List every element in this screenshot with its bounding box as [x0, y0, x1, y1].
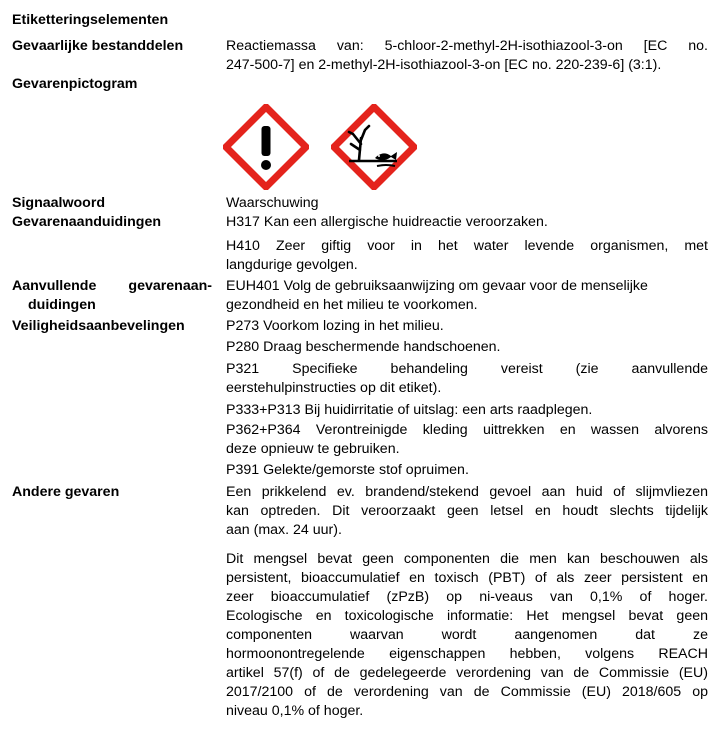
text-line: H410 Zeer giftig voor in het water levende organismen, met — [226, 238, 708, 254]
text-line: kan optreden. Dit veroorzaakt geen letsel en houdt slechts tijdelijk — [226, 503, 708, 519]
value-p362-p364 — [226, 421, 708, 459]
text-line: artikel 57(f) of de gedelegeerde verordening van de Commissie (EU) — [226, 665, 708, 681]
label-gevarenpictogram: Gevarenpictogram — [12, 76, 138, 92]
text-line: Reactiemassa van: 5-chloor-2-methyl-2H-isothiazool-3-on [EC no. — [226, 38, 708, 54]
label-aanvullende-gevarenaanduidingen — [12, 277, 212, 315]
value-p321 — [226, 360, 708, 398]
text-line: 247-500-7] en 2-methyl-2H-isothiazool-3-on [EC no. 220-239-6] (3:1). — [226, 57, 662, 73]
text-line: Dit mengsel bevat geen componenten die men kan beschouwen als — [226, 551, 708, 567]
section-heading: Etiketteringselementen — [12, 12, 169, 28]
value-p333-p313: P333+P313 Bij huidirritatie of uitslag: een arts raadplegen. — [226, 402, 593, 418]
label-veiligheidsaanbevelingen: Veiligheidsaanbevelingen — [12, 318, 185, 334]
value-euh401 — [226, 277, 708, 315]
value-p273: P273 Voorkom lozing in het milieu. — [226, 318, 444, 334]
text-line: 2017/2100 of de verordening van de Commissie (EU) 2018/605 op — [226, 684, 708, 700]
text-line: eerstehulpinstructies op dit etiket). — [226, 380, 442, 396]
exclamation-mark-icon — [223, 104, 309, 190]
value-h317: H317 Kan een allergische huidreactie veroorzaken. — [226, 214, 548, 230]
label-signaalwoord: Signaalwoord — [12, 195, 106, 211]
value-andere-gevaren-para2 — [226, 550, 708, 721]
environment-icon — [331, 104, 417, 190]
label-line: Aanvullende gevarenaan- — [12, 278, 212, 294]
text-line: persistent, bioaccumulatief en toxisch (PBT) of als zeer persistent en — [226, 570, 708, 586]
label-gevarenaanduidingen: Gevarenaanduidingen — [12, 214, 162, 230]
text-line: P362+P364 Verontreinigde kleding uittrekken en wassen alvorens — [226, 422, 708, 438]
label-gevaarlijke-bestanddelen: Gevaarlijke bestanddelen — [12, 38, 184, 54]
text-line: componenten waarvan wordt aangenomen dat ze — [226, 627, 708, 643]
text-line: deze opnieuw te gebruiken. — [226, 441, 400, 457]
value-p391: P391 Gelekte/gemorste stof opruimen. — [226, 462, 469, 478]
label-andere-gevaren: Andere gevaren — [12, 484, 120, 500]
label-line: duidingen — [28, 297, 96, 313]
text-line: langdurige gevolgen. — [226, 257, 358, 273]
text-line: EUH401 Volg de gebruiksaanwijzing om gevaar voor de menselijke — [226, 278, 648, 294]
text-line: aan (max. 24 uur). — [226, 522, 342, 538]
text-line: Ecologische en toxicologische informatie: Het mengsel bevat geen — [226, 608, 708, 624]
text-line: gezondheid en het milieu te voorkomen. — [226, 297, 478, 313]
value-signaalwoord: Waarschuwing — [226, 195, 319, 211]
text-line: hormoonontregelende eigenschappen hebben, volgens REACH — [226, 646, 708, 662]
value-h410 — [226, 237, 708, 275]
text-line: niveau 0,1% of hoger. — [226, 703, 364, 719]
value-andere-gevaren-para1 — [226, 483, 708, 540]
text-line: P321 Specifieke behandeling vereist (zie aanvullende — [226, 361, 708, 377]
text-line: Een prikkelend ev. brandend/stekend gevoel aan huid of slijmvliezen — [226, 484, 708, 500]
value-gevaarlijke-bestanddelen — [226, 37, 708, 75]
value-p280: P280 Draag beschermende handschoenen. — [226, 339, 501, 355]
text-line: zeer bioaccumulatief (zPzB) op ni-veaus van 0,1% of hoger. — [226, 589, 708, 605]
